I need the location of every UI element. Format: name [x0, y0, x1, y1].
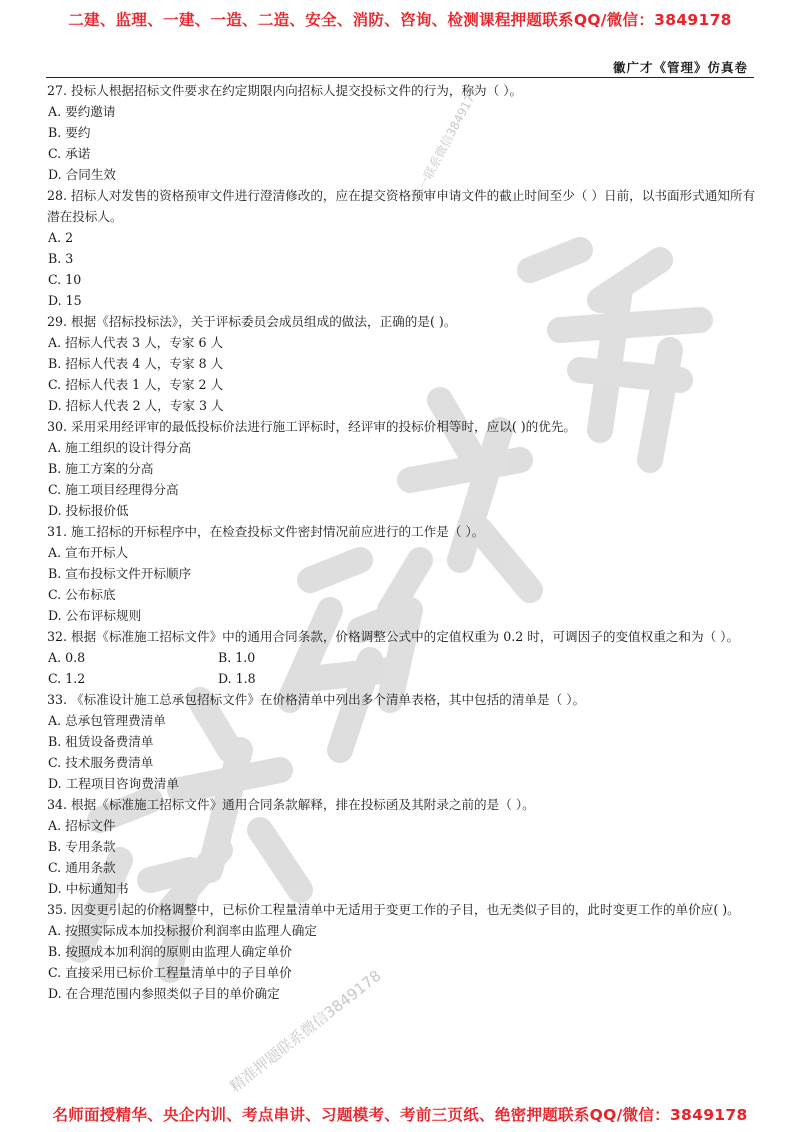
answer-option: A. 宣布开标人: [48, 545, 129, 560]
question-item: [47, 689, 759, 794]
question-item: [47, 80, 759, 185]
question-item: [47, 311, 759, 416]
answer-option: A. 总承包管理费清单: [48, 713, 166, 728]
question-item: [47, 626, 759, 689]
answer-option: A. 招标人代表 3 人，专家 6 人: [48, 335, 224, 350]
option-group: [47, 647, 759, 689]
answer-option: C. 承诺: [48, 146, 91, 161]
option-group: [47, 101, 759, 185]
answer-option: A. 按照实际成本加投标报价利润率由监理人确定: [48, 923, 317, 938]
answer-option: C. 技术服务费清单: [48, 755, 154, 770]
question-stem: 27. 投标人根据招标文件要求在约定期限内向招标人提交投标文件的行为，称为（ ）。: [47, 83, 523, 98]
question-stem: 29. 根据《招标投标法》，关于评标委员会成员组成的做法，正确的是( )。: [47, 314, 457, 329]
option-group: [47, 542, 759, 626]
page-header-title: 徽广才《管理》仿真卷: [612, 60, 748, 75]
question-stem: 32. 根据《标准施工招标文件》中的通用合同条款，价格调整公式中的定值权重为 0.2 时，可调因子的变值权重之和为（ ）。: [47, 629, 740, 644]
answer-option: D. 工程项目咨询费清单: [48, 776, 179, 791]
answer-option: A. 招标文件: [48, 818, 116, 833]
question-item: [47, 899, 759, 1004]
question-stem: 33. 《标准设计施工总承包招标文件》在价格清单中列出多个清单表格，其中包括的清单是（ ）。: [47, 692, 586, 707]
answer-option: B. 专用条款: [48, 839, 116, 854]
question-list: [47, 80, 759, 1004]
answer-option: B. 招标人代表 4 人，专家 8 人: [48, 356, 224, 371]
answer-option: A. 施工组织的设计得分高: [48, 440, 192, 455]
question-item: [47, 185, 759, 311]
question-stem: 28. 招标人对发售的资格预审文件进行澄清修改的，应在提交资格预审申请文件的截止时间至少（ ）日前，以书面形式通知所有潜在投标人。: [47, 188, 756, 224]
question-item: [47, 794, 759, 899]
bottom-promo-banner: 名师面授精华、央企内训、考点串讲、习题模考、考前三页纸、绝密押题联系QQ/微信：3849178: [52, 1106, 748, 1124]
answer-option: D. 招标人代表 2 人，专家 3 人: [48, 398, 224, 413]
answer-option: C. 公布标底: [48, 587, 116, 602]
question-stem: 30. 采用采用经评审的最低投标价法进行施工评标时，经评审的投标价相等时，应以( )的优先。: [47, 419, 577, 434]
option-group: [47, 815, 759, 899]
question-stem: 35. 因变更引起的价格调整中，已标价工程量清单中无适用于变更工作的子目，也无类似子目的，此时变更工作的单价应( )。: [47, 902, 740, 917]
answer-option: A. 要约邀请: [48, 104, 116, 119]
answer-option: D. 1.8: [218, 671, 256, 686]
answer-option: B. 宣布投标文件开标顺序: [48, 566, 192, 581]
top-promo-banner: 二建、监理、一建、一造、二造、安全、消防、咨询、检测课程押题联系QQ/微信：3849178: [68, 11, 732, 29]
answer-option: A. 0.8: [48, 650, 86, 665]
option-group: [47, 437, 759, 521]
answer-option: C. 施工项目经理得分高: [48, 482, 179, 497]
diagonal-watermark-2: 精准押题联系微信3849178: [226, 966, 385, 1096]
answer-option: B. 1.0: [218, 650, 256, 665]
question-item: [47, 416, 759, 521]
answer-option: B. 租赁设备费清单: [48, 734, 154, 749]
answer-option: A. 2: [48, 230, 74, 245]
question-item: [47, 521, 759, 626]
answer-option: C. 通用条款: [48, 860, 116, 875]
answer-option: D. 15: [48, 293, 82, 308]
answer-option: B. 3: [48, 251, 74, 266]
answer-option: D. 在合理范围内参照类似子目的单价确定: [48, 986, 280, 1001]
question-stem: 34. 根据《标准施工招标文件》通用合同条款解释，排在投标函及其附录之前的是（ ）。: [47, 797, 535, 812]
option-group: [47, 710, 759, 794]
option-group: [47, 332, 759, 416]
answer-option: C. 10: [48, 272, 82, 287]
answer-option: B. 要约: [48, 125, 91, 140]
answer-option: D. 投标报价低: [48, 503, 129, 518]
diagonal-watermark-1: 唯一联系微信3849178: [409, 85, 482, 203]
answer-option: C. 招标人代表 1 人，专家 2 人: [48, 377, 224, 392]
answer-option: B. 按照成本加利润的原则由监理人确定单价: [48, 944, 292, 959]
answer-option: C. 1.2: [48, 671, 86, 686]
header-rule: [46, 77, 754, 78]
option-group: [47, 227, 759, 311]
answer-option: C. 直接采用已标价工程量清单中的子目单价: [48, 965, 292, 980]
answer-option: D. 合同生效: [48, 167, 117, 182]
question-stem: 31. 施工招标的开标程序中，在检查投标文件密封情况前应进行的工作是（ ）。: [47, 524, 485, 539]
option-group: [47, 920, 759, 1004]
answer-option: D. 公布评标规则: [48, 608, 142, 623]
answer-option: D. 中标通知书: [48, 881, 129, 896]
answer-option: B. 施工方案的分高: [48, 461, 154, 476]
